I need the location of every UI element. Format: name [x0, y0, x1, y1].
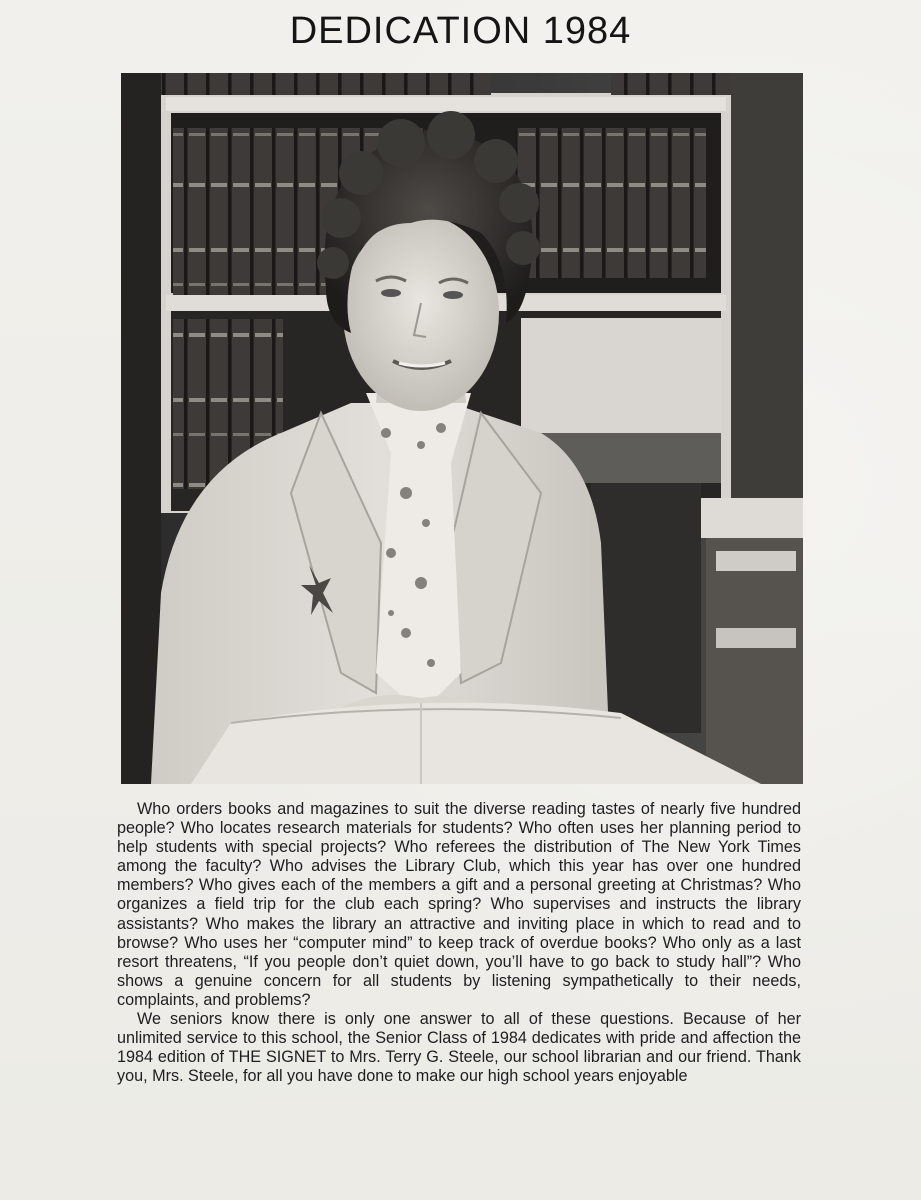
portrait-photo: [121, 73, 803, 784]
dedication-paragraph-1: Who orders books and magazines to suit the diverse reading tastes of nearly five hundred people? Who locates research materials for students? Who often uses her planning period to help students with special projects? Who referees the distribution of The New York Times among the faculty? Who advises the Library Club, which this year has over one hundred members? Who gives each of the members a gift and a personal greeting at Christmas? Who organizes a field trip for the club each spring? Who supervises and instructs the library assistants? Who makes the library an attractive and inviting place in which to read and to browse? Who uses her “computer mind” to keep track of overdue books? Who only as a last resort threatens, “If you people don’t quiet down, you’ll have to go back to study hall”? Who shows a genuine concern for all students by listening sympathetically to their needs, complaints, and problems?: [117, 800, 801, 1009]
portrait-photo-image: [121, 73, 803, 784]
page-title: DEDICATION 1984: [289, 10, 632, 52]
dedication-paragraph-2: We seniors know there is only one answer to all of these questions. Because of her unlimited service to this school, the Senior Class of 1984 dedicates with pride and affection the 1984 edition of THE SIGNET to Mrs. Terry G. Steele, our school librarian and our friend. Thank you, Mrs. Steele, for all you have done to make our high school years enjoyable: [117, 1010, 801, 1086]
dedication-text: [117, 800, 801, 1086]
